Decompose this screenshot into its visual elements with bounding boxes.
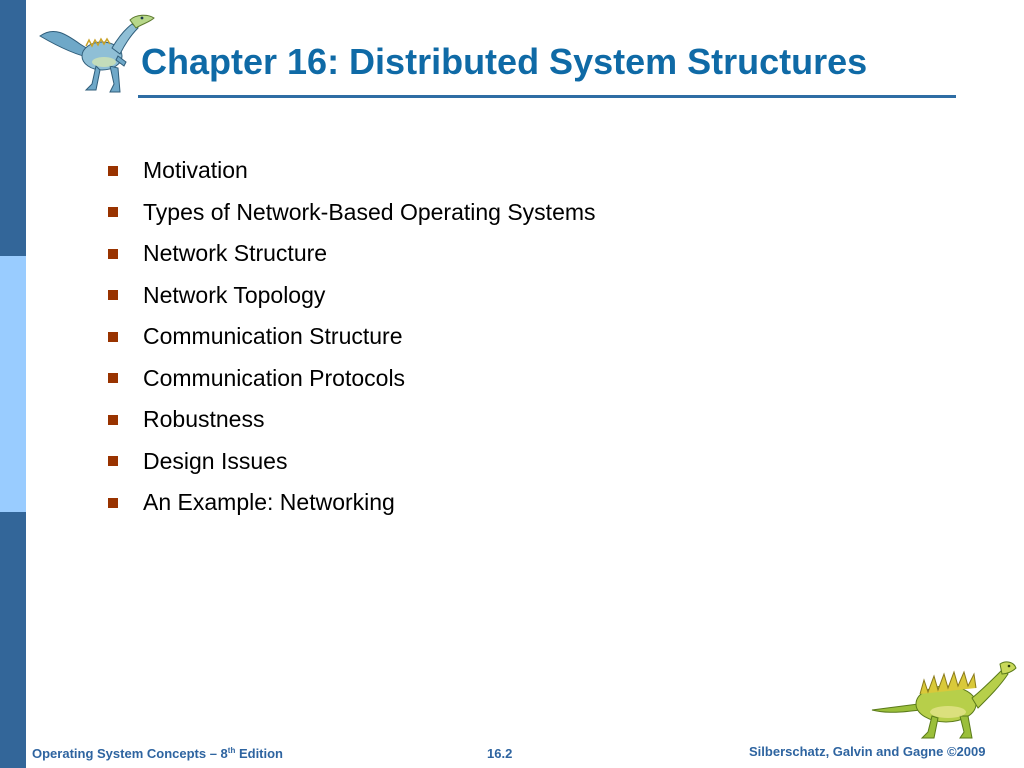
list-item	[108, 399, 596, 441]
list-item	[108, 275, 596, 317]
list-item-text: Network Structure	[143, 240, 328, 267]
side-bar-highlight	[0, 256, 26, 512]
square-bullet-icon	[108, 166, 118, 176]
square-bullet-icon	[108, 249, 118, 259]
slide-title: Chapter 16: Distributed System Structures	[141, 41, 868, 82]
list-item	[108, 233, 596, 275]
list-item-text: Design Issues	[143, 447, 288, 474]
list-item	[108, 192, 596, 234]
title-underline	[138, 95, 956, 98]
list-item	[108, 150, 596, 192]
list-item-text: Communication Protocols	[143, 364, 406, 391]
dinosaur-footer-icon	[868, 654, 1018, 740]
square-bullet-icon	[108, 498, 118, 508]
list-item	[108, 316, 596, 358]
footer-page-number: 16.2	[487, 746, 513, 761]
square-bullet-icon	[108, 290, 118, 300]
list-item-text: Communication Structure	[143, 323, 403, 350]
footer-authors: Silberschatz, Galvin and Gagne ©2009	[749, 744, 986, 759]
square-bullet-icon	[108, 415, 118, 425]
dinosaur-logo-icon	[36, 6, 158, 96]
list-item-text: Robustness	[143, 406, 265, 433]
footer-book-title	[32, 746, 283, 761]
topic-list	[108, 150, 596, 524]
footer-book-title-suffix: Edition	[235, 746, 284, 761]
square-bullet-icon	[108, 332, 118, 342]
footer-book-title-sup: th	[227, 746, 236, 755]
list-item-text: Types of Network-Based Operating Systems	[143, 198, 596, 225]
list-item	[108, 441, 596, 483]
square-bullet-icon	[108, 373, 118, 383]
square-bullet-icon	[108, 207, 118, 217]
footer-book-title-prefix: Operating System Concepts – 8	[32, 746, 228, 761]
list-item-text: Motivation	[143, 157, 248, 184]
list-item	[108, 358, 596, 400]
square-bullet-icon	[108, 456, 118, 466]
list-item	[108, 482, 596, 524]
list-item-text: An Example: Networking	[143, 489, 395, 516]
list-item-text: Network Topology	[143, 281, 326, 308]
